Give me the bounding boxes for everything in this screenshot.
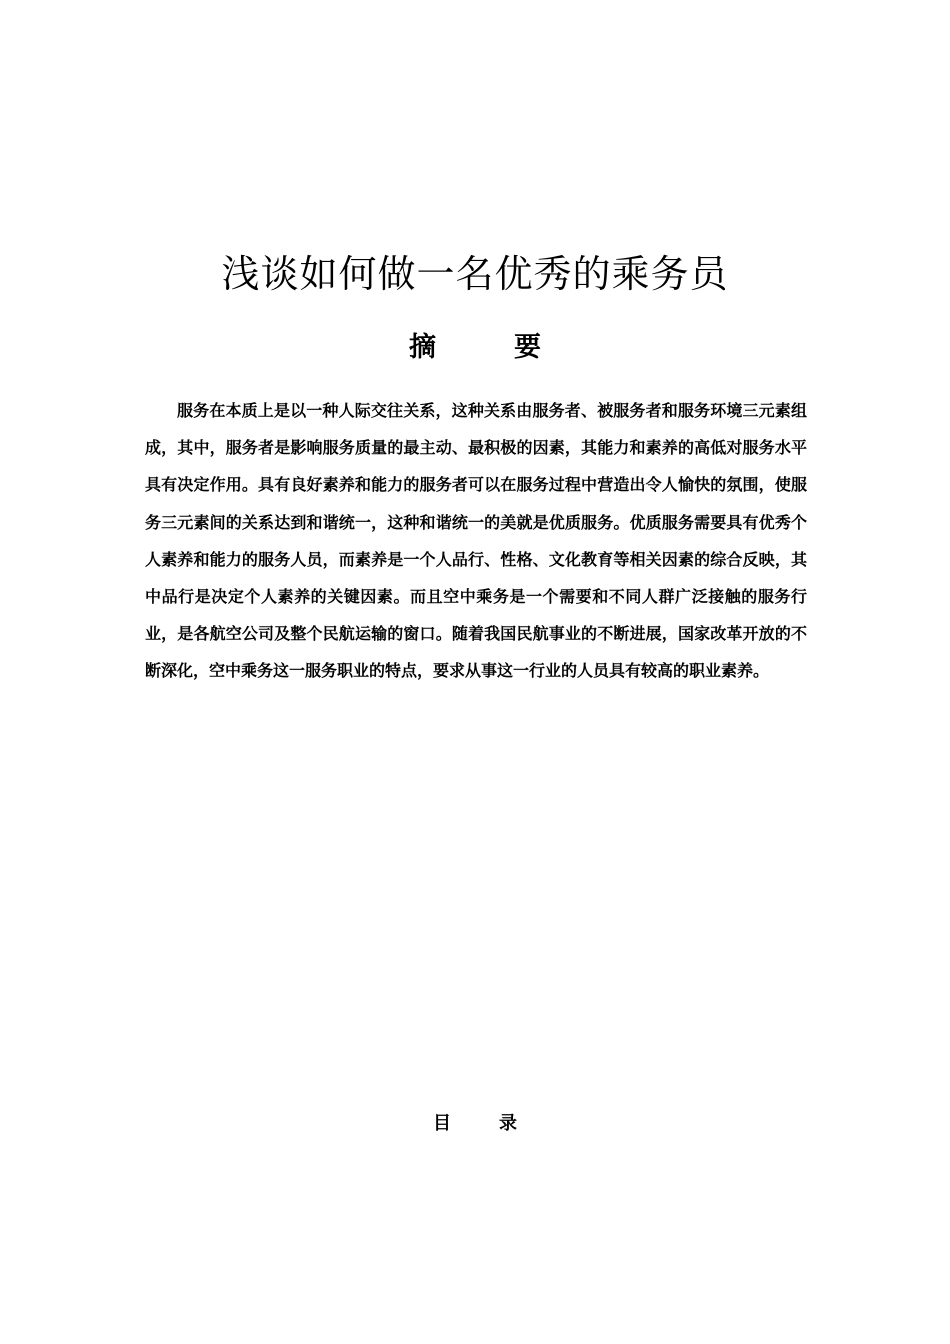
abstract-body: 服务在本质上是以一种人际交往关系，这种关系由服务者、被服务者和服务环境三元素组成，其中，服务者是影响服务质量的最主动、最积极的因素，其能力和素养的高低对服务水平具有决定作用。具有良好素养和能力的服务者可以在服务过程中营造出令人愉快的氛围，使服务三元素间的关系达到和谐统一，这种和谐统一的美就是优质服务。优质服务需要具有优秀个人素养和能力的服务人员，而素养是一个人品行、性格、文化教育等相关因素的综合反映，其中品行是决定个人素养的关键因素。而且空中乘务是一个需要和不同人群广泛接触的服务行业，是各航空公司及整个民航运输的窗口。随着我国民航事业的不断进展，国家改革开放的不断深化，空中乘务这一服务职业的特点，要求从事这一行业的人员具有较高的职业素养。	[145, 401, 807, 681]
document-title: 浅谈如何做一名优秀的乘务员	[221, 252, 729, 297]
abstract-heading	[0, 328, 950, 368]
abstract-heading-char-2: 要	[514, 332, 541, 363]
toc-heading-char-2: 录	[499, 1113, 517, 1134]
abstract-heading-char-1: 摘	[409, 332, 436, 363]
toc-heading-char-1: 目	[433, 1113, 451, 1134]
toc-heading	[0, 1110, 950, 1138]
